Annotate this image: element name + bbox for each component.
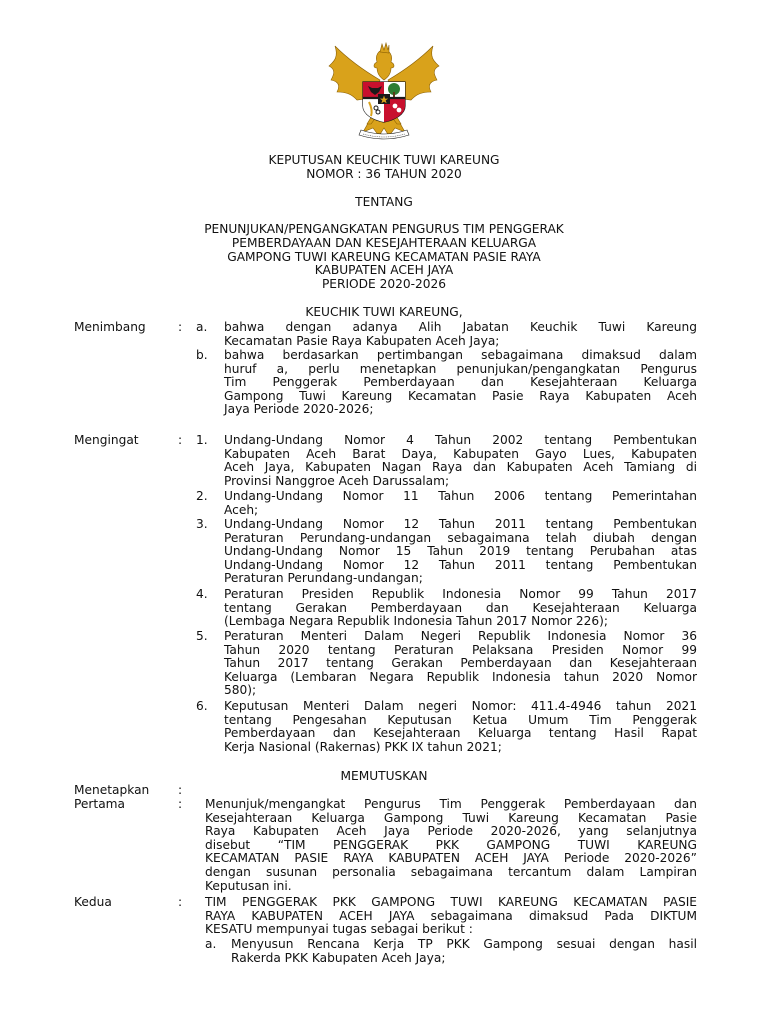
list-marker: 1.	[196, 433, 208, 447]
list-item: Undang-Undang Nomor 12 Tahun 2011 tentang Pembentukan Peraturan Perundang-undangan sebagaimana telah diubah dengan Undang-Undang Nomor 15 Tahun 2019 tentang Perubahan atas Undang-Undang Nomor 12 Tahun 2011 tentang Pembentukan Peraturan Perundang-undangan;	[224, 517, 697, 586]
garuda-pancasila-emblem	[323, 40, 445, 142]
menimbang-label: Menimbang	[74, 320, 146, 334]
mengingat-colon: :	[178, 433, 183, 447]
mengingat-label: Mengingat	[74, 433, 139, 447]
list-item: Peraturan Menteri Dalam Negeri Republik Indonesia Nomor 36 Tahun 2020 tentang Peraturan Pelaksana Presiden Nomor 99 Tahun 2017 tentang Gerakan Pemberdayaan dan Kesejahteraan Keluarga (Lembaran Negara Republik Indonesia tahun 2020 Nomor 580);	[224, 629, 697, 698]
list-marker: 3.	[196, 517, 208, 531]
pertama-colon: :	[178, 797, 183, 811]
subject-line: PEMBERDAYAAN DAN KESEJAHTERAAN KELUARGA	[231, 236, 537, 250]
menimbang-colon: :	[178, 320, 183, 334]
kedua-colon: :	[178, 895, 183, 909]
list-marker: a.	[205, 937, 217, 951]
kedua-body: TIM PENGGERAK PKK GAMPONG TUWI KAREUNG KECAMATAN PASIE RAYA KABUPATEN ACEH JAYA sebagaimana dimaksud Pada DIKTUM KESATU mempunyai tugas sebagai berikut :	[205, 895, 697, 937]
list-item: Peraturan Presiden Republik Indonesia Nomor 99 Tahun 2017 tentang Gerakan Pemberdayaan dan Kesejahteraan Keluarga (Lembaga Negara Republik Indonesia Tahun 2017 Nomor 226);	[224, 587, 697, 629]
list-item: bahwa dengan adanya Alih Jabatan Keuchik Tuwi Kareung Kecamatan Pasie Raya Kabupaten Aceh Jaya;	[224, 320, 697, 348]
menetapkan-colon: :	[178, 783, 183, 797]
pertama-body: Menunjuk/mengangkat Pengurus Tim Penggerak Pemberdayaan dan Kesejahteraan Keluarga Gampong Tuwi Kareung Kecamatan Pasie Raya Kabupaten Aceh Jaya Periode 2020-2026, yang selanjutnya disebut “TIM PENGGERAK PKK GAMPONG TUWI KAREUNG KECAMATAN PASIE RAYA KABUPATEN ACEH JAYA Periode 2020-2026” dengan susunan personalia sebagaimana tercantum dalam Lampiran Keputusan ini.	[205, 797, 697, 893]
kedua-label: Kedua	[74, 895, 112, 909]
official-title: KEUCHIK TUWI KAREUNG,	[305, 305, 463, 319]
subject-line: KABUPATEN ACEH JAYA	[314, 263, 454, 277]
decree-title: KEPUTUSAN KEUCHIK TUWI KAREUNG	[268, 153, 500, 167]
subject-line: PENUNJUKAN/PENGANGKATAN PENGURUS TIM PENGGERAK	[204, 222, 564, 236]
list-item: Menyusun Rencana Kerja TP PKK Gampong sesuai dengan hasil Rakerda PKK Kabupaten Aceh Jaya;	[231, 937, 697, 965]
list-marker: 6.	[196, 699, 208, 713]
list-marker: b.	[196, 348, 208, 362]
memutuskan-heading: MEMUTUSKAN	[340, 769, 428, 783]
list-item: Undang-Undang Nomor 11 Tahun 2006 tentang Pemerintahan Aceh;	[224, 489, 697, 517]
decree-number: NOMOR : 36 TAHUN 2020	[306, 167, 462, 181]
list-item: Keputusan Menteri Dalam negeri Nomor: 411.4-4946 tahun 2021 tentang Pengesahan Keputusan Ketua Umum Tim Penggerak Pemberdayaan dan Kesejahteraan Keluarga tentang Hasil Rapat Kerja Nasional (Rakernas) PKK IX tahun 2021;	[224, 699, 697, 754]
list-marker: 4.	[196, 587, 208, 601]
menetapkan-label: Menetapkan	[74, 783, 150, 797]
pertama-label: Pertama	[74, 797, 126, 811]
list-item: Undang-Undang Nomor 4 Tahun 2002 tentang Pembentukan Kabupaten Aceh Barat Daya, Kabupaten Gayo Lues, Kabupaten Aceh Jaya, Kabupaten Nagan Raya dan Kabupaten Aceh Tamiang di Provinsi Nanggroe Aceh Darussalam;	[224, 433, 697, 488]
subject-line: GAMPONG TUWI KAREUNG KECAMATAN PASIE RAYA	[227, 250, 541, 264]
subject-line: PERIODE 2020-2026	[321, 277, 447, 291]
tentang-heading: TENTANG	[355, 195, 413, 209]
list-item: bahwa berdasarkan pertimbangan sebagaimana dimaksud dalam huruf a, perlu menetapkan penunjukan/pengangkatan Pengurus Tim Penggerak Pemberdayaan dan Kesejahteraan Keluarga Gampong Tuwi Kareung Kecamatan Pasie Raya Kabupaten Aceh Jaya Periode 2020-2026;	[224, 348, 697, 417]
list-marker: a.	[196, 320, 208, 334]
list-marker: 5.	[196, 629, 208, 643]
list-marker: 2.	[196, 489, 208, 503]
